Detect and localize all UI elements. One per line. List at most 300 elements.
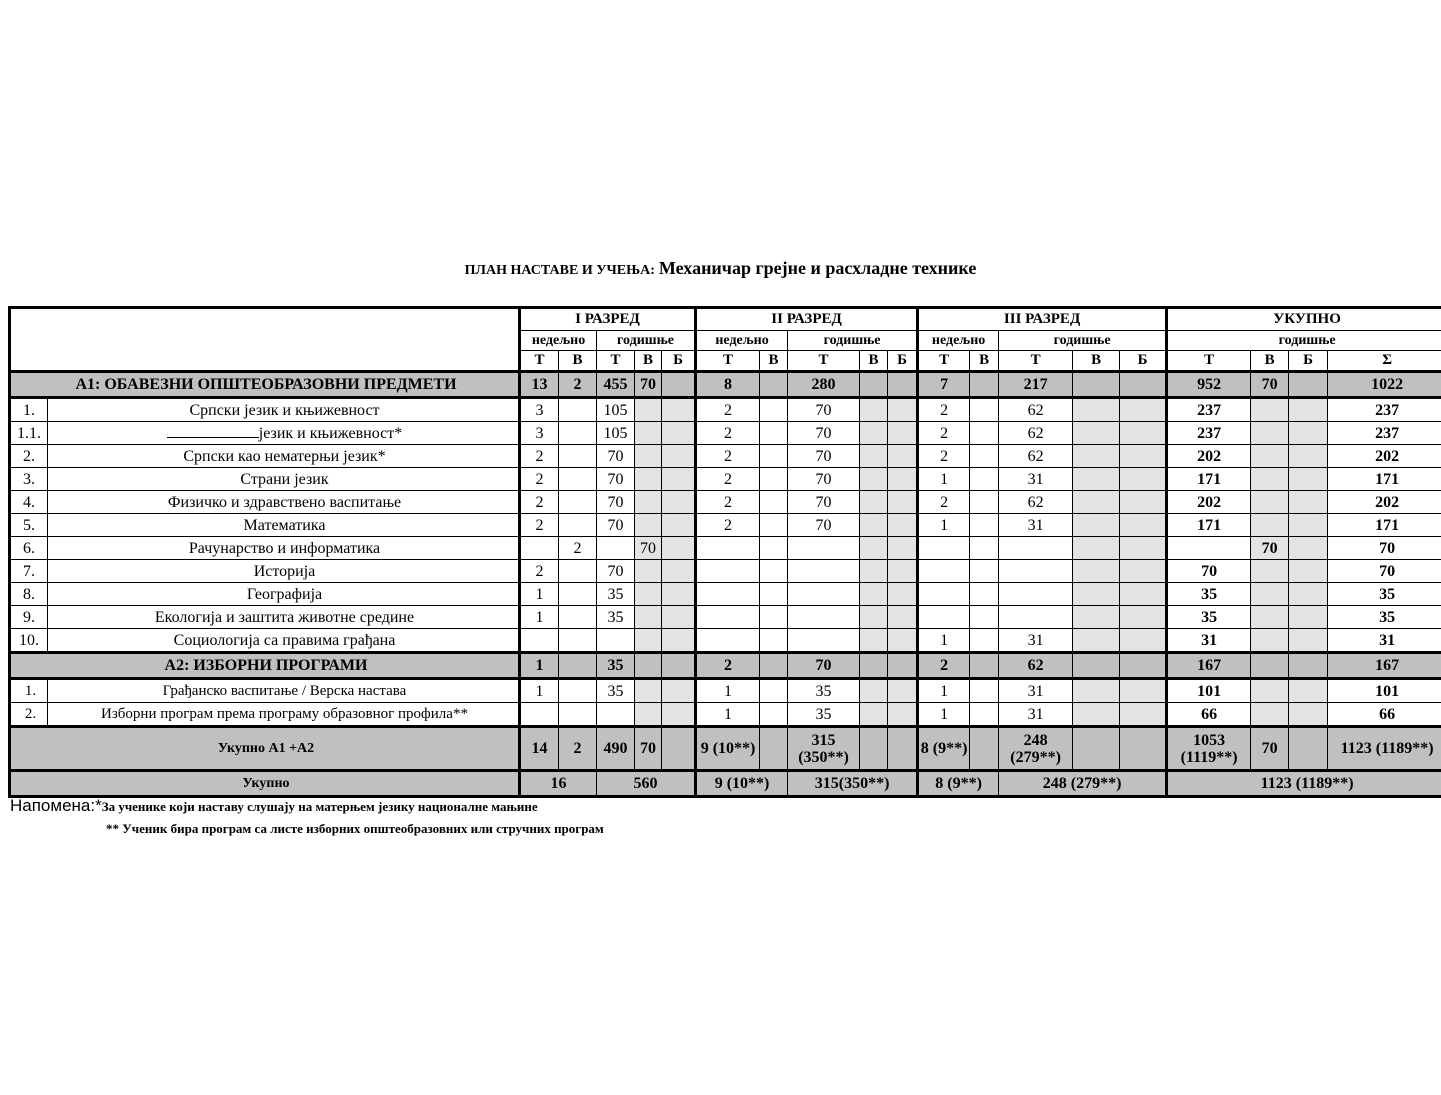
- subject-number: 7.: [10, 560, 48, 583]
- subject-tot-1: [1251, 629, 1289, 653]
- subject-g3-3: [1073, 445, 1120, 468]
- section-a1-g2-3: [860, 372, 888, 398]
- g3-weekly: недељно: [918, 331, 999, 351]
- subject-number: 1.: [10, 398, 48, 422]
- subject-g2-4: [888, 445, 918, 468]
- subject-tot-0: 237: [1167, 422, 1251, 445]
- subject-name-text: језик и књижевност*: [258, 425, 403, 442]
- total-g2-year: 315(350**): [788, 771, 918, 797]
- subject-g3-4: [1120, 468, 1167, 491]
- grade-1-header: I РАЗРЕД: [520, 308, 696, 331]
- section-a1-g3-4: [1120, 372, 1167, 398]
- subject-g2-0: [696, 629, 760, 653]
- subject-g2-1: [760, 629, 788, 653]
- table-row: [10, 491, 1441, 514]
- subject-g2-2: [788, 629, 860, 653]
- subject-g3-0: [918, 583, 970, 606]
- total-a1-a2-g2-3: [860, 727, 888, 771]
- subject-g2-0: [696, 560, 760, 583]
- subject-g3-3: [1073, 491, 1120, 514]
- subject-g3-1: [970, 560, 999, 583]
- total-a1-a2-g1-0: 14: [520, 727, 559, 771]
- total-a1-a2-g3-3: [1073, 727, 1120, 771]
- subject-g1-3: [635, 560, 662, 583]
- elective-g2-3: [860, 679, 888, 703]
- subject-g2-3: [860, 468, 888, 491]
- subject-g3-1: [970, 629, 999, 653]
- section-a2-g2-4: [888, 653, 918, 679]
- subject-g2-1: [760, 491, 788, 514]
- total-a1-a2-g2-4: [888, 727, 918, 771]
- subject-tot-2: [1289, 560, 1328, 583]
- section-a2-g3-4: [1120, 653, 1167, 679]
- section-a1-g3-1: [970, 372, 999, 398]
- subject-g1-0: 2: [520, 468, 559, 491]
- subject-g2-0: [696, 583, 760, 606]
- subject-g1-0: 2: [520, 491, 559, 514]
- subject-tot-3: 70: [1328, 537, 1441, 560]
- subject-g3-0: 2: [918, 491, 970, 514]
- subject-g3-0: 2: [918, 445, 970, 468]
- subject-number: 10.: [10, 629, 48, 653]
- elective-g3-0: 1: [918, 703, 970, 727]
- elective-g2-0: 1: [696, 703, 760, 727]
- subject-name-text: Физичко и здравствено васпитање: [167, 493, 402, 511]
- section-a1-tot-1: 70: [1251, 372, 1289, 398]
- subject-g2-4: [888, 629, 918, 653]
- subject-tot-0: 237: [1167, 398, 1251, 422]
- subject-tot-0: [1167, 537, 1251, 560]
- title-profile: Механичар грејне и расхладне технике: [658, 258, 977, 278]
- subject-g1-2: 105: [597, 398, 635, 422]
- section-a1-g1-2: 455: [597, 372, 635, 398]
- section-a2-g1-2: 35: [597, 653, 635, 679]
- section-a2-g3-3: [1073, 653, 1120, 679]
- subject-g1-4: [662, 583, 696, 606]
- subject-g2-3: [860, 491, 888, 514]
- subject-g1-0: 2: [520, 560, 559, 583]
- subject-g1-1: [559, 491, 597, 514]
- subject-tot-3: 35: [1328, 583, 1441, 606]
- subject-g3-3: [1073, 537, 1120, 560]
- subject-g2-2: 70: [788, 422, 860, 445]
- subject-tot-0: 202: [1167, 445, 1251, 468]
- subject-name: [48, 583, 520, 606]
- section-a2-g3-1: [970, 653, 999, 679]
- g1-annual: годишње: [597, 331, 696, 351]
- g3-t: Т: [918, 351, 970, 372]
- subject-name-text: Рачунарство и информатика: [188, 539, 381, 557]
- subject-g3-1: [970, 606, 999, 629]
- elective-tot-2: [1289, 703, 1328, 727]
- subject-tot-2: [1289, 606, 1328, 629]
- subject-g1-3: [635, 629, 662, 653]
- subject-g2-2: 70: [788, 468, 860, 491]
- section-a2-tot-3: 167: [1328, 653, 1441, 679]
- subject-g3-4: [1120, 398, 1167, 422]
- total-a1-a2-tot-2: [1289, 727, 1328, 771]
- g1-v-annual: В: [635, 351, 662, 372]
- subject-g1-2: 35: [597, 583, 635, 606]
- g2-annual: годишње: [788, 331, 918, 351]
- subject-g3-2: 31: [999, 629, 1073, 653]
- g2-b-annual: Б: [888, 351, 918, 372]
- elective-tot-0: 101: [1167, 679, 1251, 703]
- subject-g3-2: 62: [999, 445, 1073, 468]
- total-g3-week: 8 (9**): [918, 771, 999, 797]
- subject-tot-2: [1289, 468, 1328, 491]
- subject-g3-2: [999, 537, 1073, 560]
- total-header: УКУПНО: [1167, 308, 1441, 331]
- elective-g1-2: 35: [597, 679, 635, 703]
- subject-g2-3: [860, 445, 888, 468]
- note-1: За ученике који наставу слушају на матерњем језику националне мањине: [101, 799, 538, 814]
- subject-g1-3: [635, 583, 662, 606]
- subject-tot-1: [1251, 560, 1289, 583]
- grade-3-header: III РАЗРЕД: [918, 308, 1167, 331]
- elective-name: [48, 679, 520, 703]
- subject-g3-0: 2: [918, 422, 970, 445]
- section-a2-label: А2: ИЗБОРНИ ПРОГРАМИ: [10, 653, 520, 679]
- section-a1-g3-3: [1073, 372, 1120, 398]
- subject-g1-3: [635, 398, 662, 422]
- total-a1-a2-g2-2: 315 (350**): [788, 727, 860, 771]
- subject-name: [48, 468, 520, 491]
- subject-g3-0: [918, 560, 970, 583]
- subject-g2-1: [760, 537, 788, 560]
- total-v: В: [1251, 351, 1289, 372]
- subject-name-text: Српски као нематерњи језик*: [183, 447, 386, 465]
- total-a1-a2-g2-0: 9 (10**): [696, 727, 760, 771]
- section-a1-label: А1: ОБАВЕЗНИ ОПШТЕОБРАЗОВНИ ПРЕДМЕТИ: [10, 372, 520, 398]
- elective-tot-0: 66: [1167, 703, 1251, 727]
- section-a1-tot-2: [1289, 372, 1328, 398]
- subject-g2-3: [860, 514, 888, 537]
- subject-g2-2: [788, 560, 860, 583]
- subject-number: 9.: [10, 606, 48, 629]
- g2-t: Т: [696, 351, 760, 372]
- subject-g2-3: [860, 606, 888, 629]
- elective-g1-4: [662, 679, 696, 703]
- subject-g1-4: [662, 491, 696, 514]
- subject-number: 5.: [10, 514, 48, 537]
- total-a1-a2-g1-3: 70: [635, 727, 662, 771]
- subject-g1-0: [520, 629, 559, 653]
- subject-name: [48, 514, 520, 537]
- subject-g2-1: [760, 468, 788, 491]
- table-row: [10, 560, 1441, 583]
- g3-b-annual: Б: [1120, 351, 1167, 372]
- subject-tot-3: 237: [1328, 422, 1441, 445]
- elective-g2-4: [888, 679, 918, 703]
- subject-g3-3: [1073, 583, 1120, 606]
- subject-g3-0: 1: [918, 629, 970, 653]
- subject-g3-1: [970, 445, 999, 468]
- subject-g3-4: [1120, 537, 1167, 560]
- subject-g3-2: [999, 606, 1073, 629]
- subject-g3-2: 62: [999, 398, 1073, 422]
- table-row: [10, 703, 1441, 727]
- total-g2-week: 9 (10**): [696, 771, 788, 797]
- subject-g2-0: [696, 537, 760, 560]
- subject-tot-1: [1251, 468, 1289, 491]
- section-a2-tot-0: 167: [1167, 653, 1251, 679]
- subject-g2-4: [888, 422, 918, 445]
- total-grand: 1123 (1189**): [1167, 771, 1441, 797]
- subject-number: 4.: [10, 491, 48, 514]
- subject-g1-4: [662, 537, 696, 560]
- total-g1-week: 16: [520, 771, 597, 797]
- subject-number: 2.: [10, 445, 48, 468]
- table-row: [10, 679, 1441, 703]
- subject-tot-0: 35: [1167, 583, 1251, 606]
- subject-g2-4: [888, 398, 918, 422]
- subject-tot-2: [1289, 398, 1328, 422]
- subject-name-text: Географија: [246, 585, 323, 603]
- subject-g1-4: [662, 445, 696, 468]
- section-a2-tot-2: [1289, 653, 1328, 679]
- elective-g1-4: [662, 703, 696, 727]
- subject-g3-4: [1120, 606, 1167, 629]
- elective-tot-3: 66: [1328, 703, 1441, 727]
- subject-g2-1: [760, 560, 788, 583]
- subject-number: 1.1.: [10, 422, 48, 445]
- subject-tot-3: 35: [1328, 606, 1441, 629]
- section-a2-g1-1: [559, 653, 597, 679]
- subject-g1-2: 70: [597, 445, 635, 468]
- subject-tot-1: [1251, 491, 1289, 514]
- subject-g3-1: [970, 491, 999, 514]
- subject-g1-2: [597, 629, 635, 653]
- section-a2-g2-3: [860, 653, 888, 679]
- subject-g1-3: [635, 606, 662, 629]
- subject-g2-3: [860, 583, 888, 606]
- subject-tot-1: [1251, 445, 1289, 468]
- subject-name: [48, 560, 520, 583]
- elective-number: 2.: [10, 703, 48, 727]
- g1-t-annual: Т: [597, 351, 635, 372]
- elective-tot-3: 101: [1328, 679, 1441, 703]
- subject-tot-0: 35: [1167, 606, 1251, 629]
- elective-name: [48, 703, 520, 727]
- subject-g2-2: 70: [788, 491, 860, 514]
- elective-g2-2: 35: [788, 679, 860, 703]
- table-row: [10, 606, 1441, 629]
- elective-g3-2: 31: [999, 703, 1073, 727]
- subject-g1-1: [559, 583, 597, 606]
- subject-g1-3: 70: [635, 537, 662, 560]
- subject-g2-2: [788, 537, 860, 560]
- subject-tot-2: [1289, 422, 1328, 445]
- section-a1-tot-0: 952: [1167, 372, 1251, 398]
- subject-name-text: Српски језик и књижевност: [189, 401, 380, 419]
- section-a1-g2-4: [888, 372, 918, 398]
- table-row: [10, 514, 1441, 537]
- subject-name-text: Страни језик: [240, 470, 329, 488]
- subject-g3-1: [970, 468, 999, 491]
- subject-g2-2: [788, 606, 860, 629]
- subject-name: [48, 606, 520, 629]
- section-a1-g2-0: 8: [696, 372, 760, 398]
- elective-g2-2: 35: [788, 703, 860, 727]
- subject-name: [48, 445, 520, 468]
- subject-g2-4: [888, 491, 918, 514]
- section-a1-g2-2: 280: [788, 372, 860, 398]
- total-annual: годишње: [1167, 331, 1441, 351]
- subject-g2-0: 2: [696, 422, 760, 445]
- total-a1-a2-g3-1: [970, 727, 999, 771]
- subject-g3-1: [970, 583, 999, 606]
- subject-g1-1: [559, 629, 597, 653]
- elective-tot-1: [1251, 679, 1289, 703]
- g1-weekly: недељно: [520, 331, 597, 351]
- total-t: Т: [1167, 351, 1251, 372]
- elective-g2-1: [760, 703, 788, 727]
- elective-g1-0: 1: [520, 679, 559, 703]
- elective-g1-3: [635, 703, 662, 727]
- elective-g3-1: [970, 679, 999, 703]
- section-a2-g2-2: 70: [788, 653, 860, 679]
- section-a2-g1-3: [635, 653, 662, 679]
- subject-g3-1: [970, 422, 999, 445]
- subject-g1-4: [662, 422, 696, 445]
- subject-g2-1: [760, 445, 788, 468]
- total-a1-a2-tot-1: 70: [1251, 727, 1289, 771]
- subject-name-text: Историја: [253, 562, 316, 580]
- subject-g2-3: [860, 629, 888, 653]
- elective-g3-3: [1073, 703, 1120, 727]
- subject-g2-0: 2: [696, 445, 760, 468]
- subject-g2-2: 70: [788, 514, 860, 537]
- section-a2-g1-0: 1: [520, 653, 559, 679]
- total-a1-a2-tot-3: 1123 (1189**): [1328, 727, 1441, 771]
- section-a1-g3-2: 217: [999, 372, 1073, 398]
- subject-g1-4: [662, 468, 696, 491]
- total-a1-a2-tot-0: 1053 (1119**): [1167, 727, 1251, 771]
- subject-tot-2: [1289, 583, 1328, 606]
- g2-t-annual: Т: [788, 351, 860, 372]
- subject-g1-1: 2: [559, 537, 597, 560]
- subject-g1-3: [635, 491, 662, 514]
- total-b: Б: [1289, 351, 1328, 372]
- elective-g2-1: [760, 679, 788, 703]
- section-a1-g1-1: 2: [559, 372, 597, 398]
- section-a1-g1-0: 13: [520, 372, 559, 398]
- subject-g3-0: 2: [918, 398, 970, 422]
- elective-g1-0: [520, 703, 559, 727]
- elective-g3-4: [1120, 679, 1167, 703]
- subject-g1-0: [520, 537, 559, 560]
- subject-g3-0: [918, 537, 970, 560]
- subject-g3-1: [970, 514, 999, 537]
- subject-g1-3: [635, 468, 662, 491]
- subject-name-text: Социологија са правима грађана: [173, 631, 396, 649]
- curriculum-table: [8, 306, 1441, 798]
- subject-g2-1: [760, 422, 788, 445]
- subject-tot-1: [1251, 583, 1289, 606]
- subject-number: 3.: [10, 468, 48, 491]
- subject-g1-0: 2: [520, 514, 559, 537]
- total-row: [10, 771, 1441, 797]
- subject-g1-3: [635, 514, 662, 537]
- subject-g1-1: [559, 422, 597, 445]
- section-a1-g1-3: 70: [635, 372, 662, 398]
- elective-g1-3: [635, 679, 662, 703]
- subject-g3-0: [918, 606, 970, 629]
- table-row: [10, 537, 1441, 560]
- subject-number: 6.: [10, 537, 48, 560]
- table-row: [10, 445, 1441, 468]
- subject-tot-2: [1289, 537, 1328, 560]
- total-g3-year: 248 (279**): [999, 771, 1167, 797]
- subject-g3-3: [1073, 468, 1120, 491]
- subject-g1-1: [559, 560, 597, 583]
- subject-g1-1: [559, 398, 597, 422]
- section-a2-g3-2: 62: [999, 653, 1073, 679]
- subject-tot-3: 31: [1328, 629, 1441, 653]
- g3-t-annual: Т: [999, 351, 1073, 372]
- subject-tot-0: 31: [1167, 629, 1251, 653]
- subject-tot-2: [1289, 491, 1328, 514]
- subject-g2-4: [888, 468, 918, 491]
- subject-g3-4: [1120, 560, 1167, 583]
- subject-g1-4: [662, 398, 696, 422]
- subject-tot-1: 70: [1251, 537, 1289, 560]
- elective-g1-1: [559, 703, 597, 727]
- subject-g3-3: [1073, 560, 1120, 583]
- subject-g1-1: [559, 514, 597, 537]
- subject-name: [48, 491, 520, 514]
- subject-g3-4: [1120, 514, 1167, 537]
- subject-g2-3: [860, 422, 888, 445]
- subject-g3-0: 1: [918, 514, 970, 537]
- subject-g3-3: [1073, 629, 1120, 653]
- total-a1-a2-g1-1: 2: [559, 727, 597, 771]
- subject-g2-2: 70: [788, 445, 860, 468]
- elective-g2-4: [888, 703, 918, 727]
- total-sigma: Σ: [1328, 351, 1441, 372]
- subject-g2-3: [860, 560, 888, 583]
- elective-g3-2: 31: [999, 679, 1073, 703]
- subject-g3-3: [1073, 422, 1120, 445]
- g2-v: В: [760, 351, 788, 372]
- subject-g1-0: 1: [520, 583, 559, 606]
- section-a2-g1-4: [662, 653, 696, 679]
- document-title: [0, 258, 1441, 279]
- elective-g2-0: 1: [696, 679, 760, 703]
- subject-g3-4: [1120, 583, 1167, 606]
- table-row: [10, 468, 1441, 491]
- total-a1-a2-row: [10, 727, 1441, 771]
- subject-tot-3: 237: [1328, 398, 1441, 422]
- elective-g1-2: [597, 703, 635, 727]
- subject-name-text: Екологија и заштита животне средине: [154, 608, 415, 626]
- section-a1-g3-0: 7: [918, 372, 970, 398]
- subject-number: 8.: [10, 583, 48, 606]
- subject-g3-2: 62: [999, 422, 1073, 445]
- subject-tot-1: [1251, 606, 1289, 629]
- subject-g1-0: 1: [520, 606, 559, 629]
- elective-g3-0: 1: [918, 679, 970, 703]
- total-a1-a2-label: Укупно А1 +А2: [10, 727, 520, 771]
- total-a1-a2-g3-0: 8 (9**): [918, 727, 970, 771]
- section-a2-g2-0: 2: [696, 653, 760, 679]
- subject-tot-0: 202: [1167, 491, 1251, 514]
- g1-t: Т: [520, 351, 559, 372]
- subject-g2-4: [888, 583, 918, 606]
- total-label: Укупно: [10, 771, 520, 797]
- elective-g3-3: [1073, 679, 1120, 703]
